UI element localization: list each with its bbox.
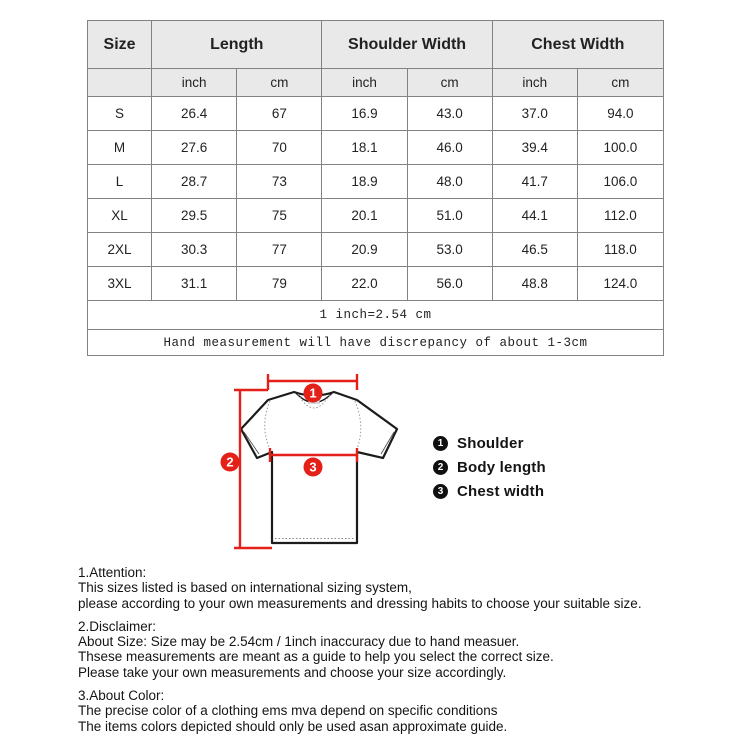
measurement-cell: 77 <box>237 233 322 267</box>
measurement-cell: 18.9 <box>322 165 407 199</box>
measurement-cell: 106.0 <box>577 165 663 199</box>
measurement-cell: 100.0 <box>577 131 663 165</box>
measurement-cell: 70 <box>237 131 322 165</box>
measurement-cell: 53.0 <box>407 233 492 267</box>
section-heading: 1.Attention: <box>78 565 147 580</box>
legend-number-badge: 2 <box>433 460 448 475</box>
section-line: please according to your own measurements and dressing habits to choose your suitable size. <box>78 595 642 611</box>
measurement-cell: 41.7 <box>492 165 577 199</box>
legend-label: Body length <box>457 458 546 476</box>
note-text: 1 inch=2.54 cm <box>88 301 664 330</box>
size-table-body <box>88 97 664 356</box>
badge-shoulder <box>304 384 323 403</box>
measurement-cell: 112.0 <box>577 199 663 233</box>
measurement-cell: 20.9 <box>322 233 407 267</box>
section-line: Thsese measurements are meant as a guide to help you select the correct size. <box>78 649 554 665</box>
table-row <box>88 97 664 131</box>
measurement-cell: 20.1 <box>322 199 407 233</box>
info-section <box>78 565 698 611</box>
size-label-cell: M <box>88 131 152 165</box>
legend-label: Chest width <box>457 482 545 500</box>
unit-header-cell: cm <box>237 69 322 97</box>
size-label-cell: 2XL <box>88 233 152 267</box>
measurement-cell: 30.3 <box>152 233 237 267</box>
legend-number-badge: 3 <box>433 484 448 499</box>
size-label-cell: 3XL <box>88 267 152 301</box>
measurement-cell: 43.0 <box>407 97 492 131</box>
badge-body-length-number: 2 <box>226 454 234 470</box>
unit-header-cell: inch <box>322 69 407 97</box>
measurement-cell: 37.0 <box>492 97 577 131</box>
note-row <box>88 330 664 356</box>
unit-header-cell: cm <box>577 69 663 97</box>
measurement-cell: 18.1 <box>322 131 407 165</box>
measurement-cell: 67 <box>237 97 322 131</box>
measurement-cell: 73 <box>237 165 322 199</box>
section-line: This sizes listed is based on international sizing system, <box>78 580 412 596</box>
legend-label: Shoulder <box>457 434 524 452</box>
legend-item <box>433 455 546 479</box>
measurement-cell: 48.8 <box>492 267 577 301</box>
measurement-cell: 22.0 <box>322 267 407 301</box>
measurement-cell: 124.0 <box>577 267 663 301</box>
section-line: The precise color of a clothing ems mva depend on specific conditions <box>78 703 498 719</box>
column-header-shoulder-width: Shoulder Width <box>322 21 492 69</box>
measurement-cell: 29.5 <box>152 199 237 233</box>
measurement-cell: 48.0 <box>407 165 492 199</box>
section-heading: 3.About Color: <box>78 688 165 704</box>
size-label-cell: S <box>88 97 152 131</box>
note-text: Hand measurement will have discrepancy of about 1-3cm <box>88 330 664 356</box>
size-label-cell: L <box>88 165 152 199</box>
measurement-cell: 26.4 <box>152 97 237 131</box>
section-heading: 2.Disclaimer: <box>78 618 157 634</box>
measurement-cell: 75 <box>237 199 322 233</box>
measurement-cell: 39.4 <box>492 131 577 165</box>
unit-header-cell: inch <box>152 69 237 97</box>
section-line: Please take your own measurements and choose your size accordingly. <box>78 664 507 680</box>
badge-chest-width-number: 3 <box>309 459 317 475</box>
table-row <box>88 131 664 165</box>
tshirt-measurement-diagram <box>210 370 430 555</box>
section-line: The items colors depicted should only be used asan approximate guide. <box>78 718 508 734</box>
diagram-legend <box>433 431 546 503</box>
badge-shoulder-number: 1 <box>309 385 317 401</box>
unit-header-cell: cm <box>407 69 492 97</box>
info-section <box>78 619 698 680</box>
measurement-cell: 16.9 <box>322 97 407 131</box>
measurement-cell: 51.0 <box>407 199 492 233</box>
legend-item <box>433 431 546 455</box>
measurement-cell: 44.1 <box>492 199 577 233</box>
measurement-cell: 31.1 <box>152 267 237 301</box>
measurement-cell: 94.0 <box>577 97 663 131</box>
column-header-chest-width: Chest Width <box>492 21 663 69</box>
measurement-cell: 46.5 <box>492 233 577 267</box>
measurement-cell: 79 <box>237 267 322 301</box>
note-row <box>88 301 664 330</box>
measurement-cell: 118.0 <box>577 233 663 267</box>
info-text <box>78 565 698 742</box>
badge-chest-width <box>304 458 323 477</box>
table-row <box>88 199 664 233</box>
measurement-cell: 27.6 <box>152 131 237 165</box>
info-section <box>78 688 698 734</box>
group-header-row <box>88 21 664 69</box>
badge-body-length <box>221 453 240 472</box>
legend-item <box>433 479 546 503</box>
measurement-cell: 46.0 <box>407 131 492 165</box>
size-chart-table <box>87 20 664 356</box>
table-row <box>88 165 664 199</box>
unit-header-row <box>88 69 664 97</box>
size-label-cell: XL <box>88 199 152 233</box>
measurement-cell: 28.7 <box>152 165 237 199</box>
legend-number-badge: 1 <box>433 436 448 451</box>
column-header-size: Size <box>88 21 152 69</box>
column-header-length: Length <box>152 21 322 69</box>
measurement-cell: 56.0 <box>407 267 492 301</box>
unit-header-cell: inch <box>492 69 577 97</box>
table-row <box>88 233 664 267</box>
unit-header-empty-cell <box>88 69 152 97</box>
table-row <box>88 267 664 301</box>
section-line: About Size: Size may be 2.54cm / 1inch inaccuracy due to hand measuer. <box>78 634 520 650</box>
